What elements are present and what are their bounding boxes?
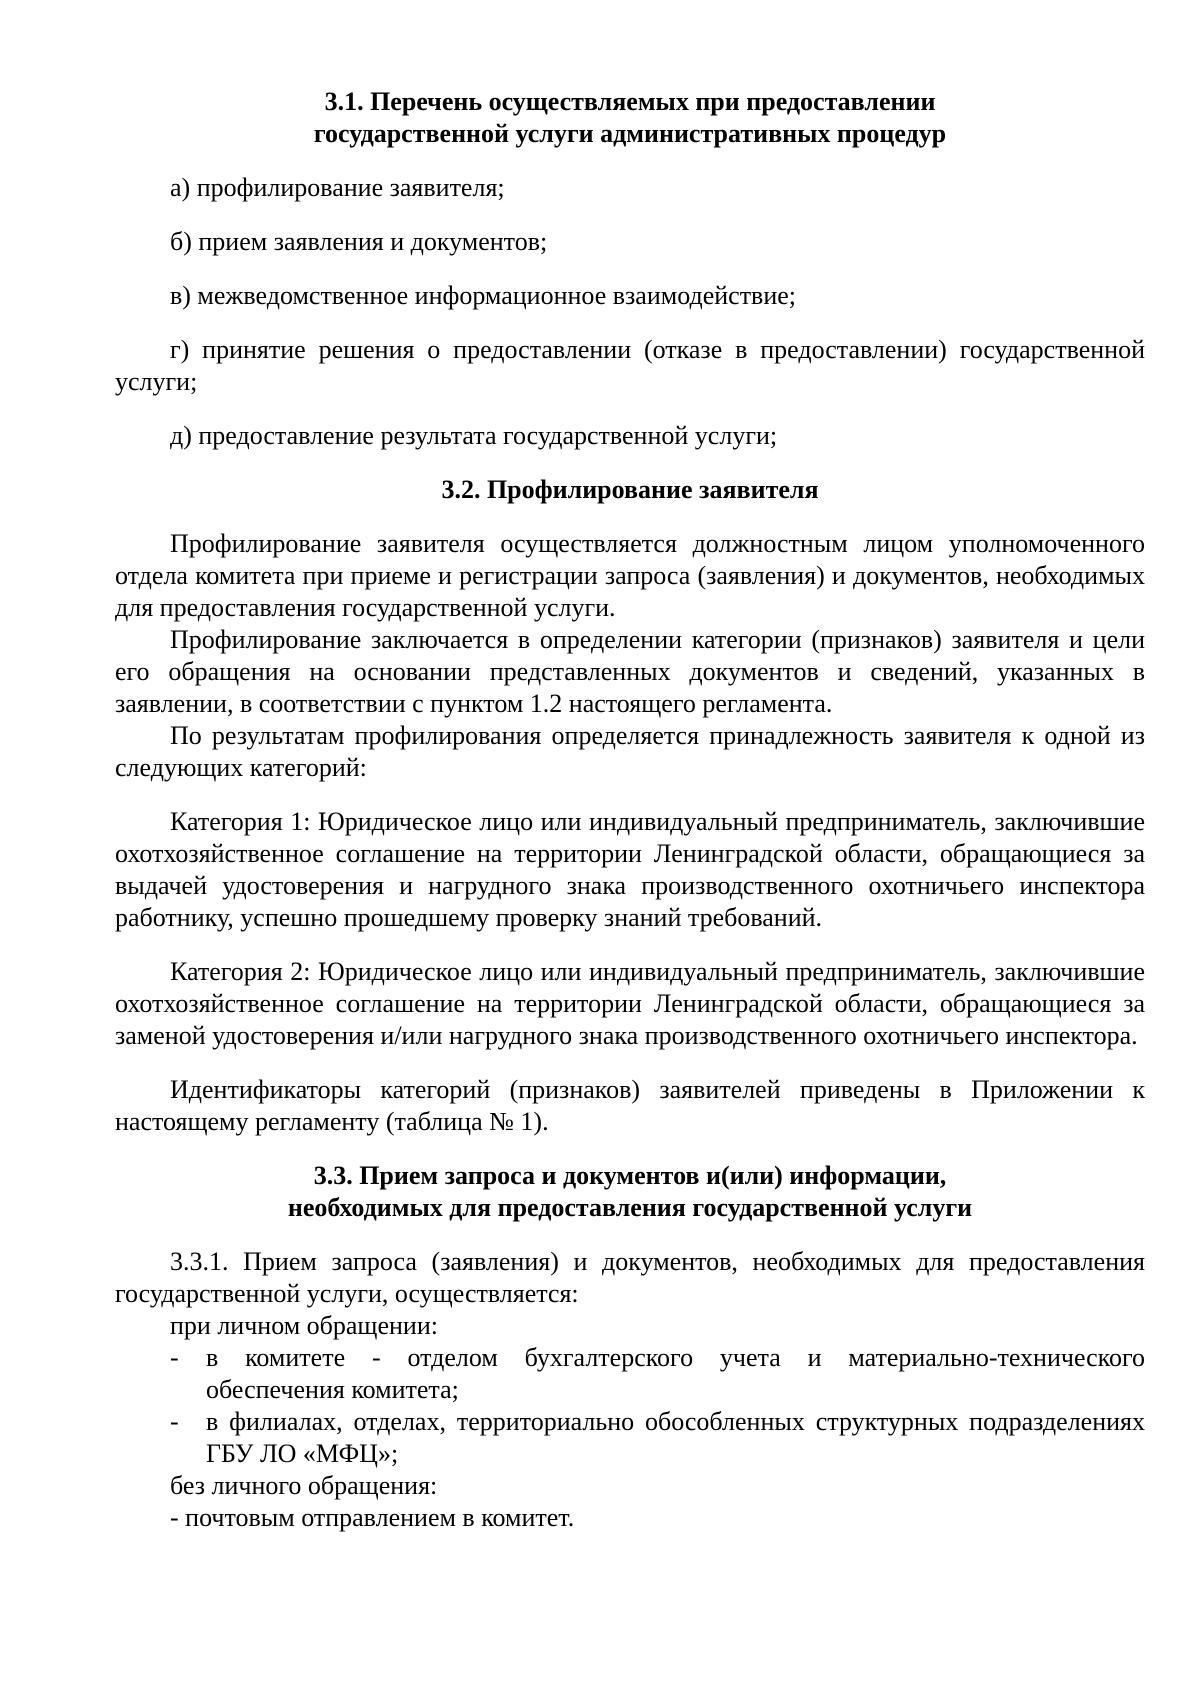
profiling-paragraph-3: По результатам профилирования определяется принадлежность заявителя к одной из следующих категорий: bbox=[115, 721, 1145, 782]
section-3-2-heading: 3.2. Профилирование заявителя bbox=[441, 475, 819, 504]
procedure-item-g: г) принятие решения о предоставлении (отказе в предоставлении) государственной услуги; bbox=[115, 335, 1145, 396]
section-3-1-heading bbox=[115, 86, 1145, 150]
bullet-marker: - bbox=[170, 1407, 179, 1436]
mail-line: - почтовым отправлением в комитет. bbox=[170, 1503, 575, 1532]
document-page bbox=[115, 86, 1145, 1534]
non-personal-label: без личного обращения: bbox=[170, 1471, 438, 1500]
identifiers-paragraph: Идентификаторы категорий (признаков) заявителей приведены в Приложении к настоящему регламенту (таблица № 1). bbox=[115, 1075, 1145, 1136]
profiling-paragraph-2: Профилирование заключается в определении категории (признаков) заявителя и цели его обращения на основании представленных документов и сведений, указанных в заявлении, в соответствии с пунктом 1.2 настоящего регламента. bbox=[115, 625, 1145, 718]
procedure-item-v: в) межведомственное информационное взаимодействие; bbox=[170, 281, 797, 310]
procedure-item-a: а) профилирование заявителя; bbox=[170, 173, 505, 202]
category-2-paragraph: Категория 2: Юридическое лицо или индивидуальный предприниматель, заключившие охотхозяйственное соглашение на территории Ленинградской области, обращающиеся за заменой удостоверения и/или нагрудного знака производственного охотничьего инспектора. bbox=[115, 957, 1145, 1050]
profiling-paragraph-1: Профилирование заявителя осуществляется должностным лицом уполномоченного отдела комитета при приеме и регистрации запроса (заявления) и документов, необходимых для предоставления государственной услуги. bbox=[115, 529, 1145, 622]
section-3-3-heading-line2: необходимых для предоставления государственной услуги bbox=[287, 1193, 973, 1222]
bullet-committee-text: в комитете - отделом бухгалтерского учета и материально-технического обеспечения комитета; bbox=[206, 1343, 1145, 1404]
section-3-1-heading-line1: 3.1. Перечень осуществляемых при предоставлении bbox=[324, 87, 936, 116]
bullet-committee bbox=[115, 1342, 1145, 1406]
procedure-item-d: д) предоставление результата государственной услуги; bbox=[170, 421, 778, 450]
bullet-mfc-text: в филиалах, отделах, территориально обособленных структурных подразделениях ГБУ ЛО «МФЦ»; bbox=[206, 1407, 1145, 1468]
section-3-3-heading-line1: 3.3. Прием запроса и документов и(или) информации, bbox=[313, 1161, 947, 1190]
section-3-3-heading bbox=[115, 1160, 1145, 1224]
paragraph-3-3-1: 3.3.1. Прием запроса (заявления) и документов, необходимых для предоставления государственной услуги, осуществляется: bbox=[115, 1247, 1145, 1308]
category-1-paragraph: Категория 1: Юридическое лицо или индивидуальный предприниматель, заключившие охотхозяйственное соглашение на территории Ленинградской области, обращающиеся за выдачей удостоверения и нагрудного знака производственного охотничьего инспектора работнику, успешно прошедшему проверку знаний требований. bbox=[115, 807, 1145, 932]
section-3-1-heading-line2: государственной услуги административных процедур bbox=[313, 119, 947, 148]
personal-visit-label: при личном обращении: bbox=[170, 1311, 438, 1340]
bullet-mfc bbox=[115, 1406, 1145, 1470]
procedure-item-b: б) прием заявления и документов; bbox=[170, 227, 548, 256]
bullet-marker: - bbox=[170, 1343, 179, 1372]
